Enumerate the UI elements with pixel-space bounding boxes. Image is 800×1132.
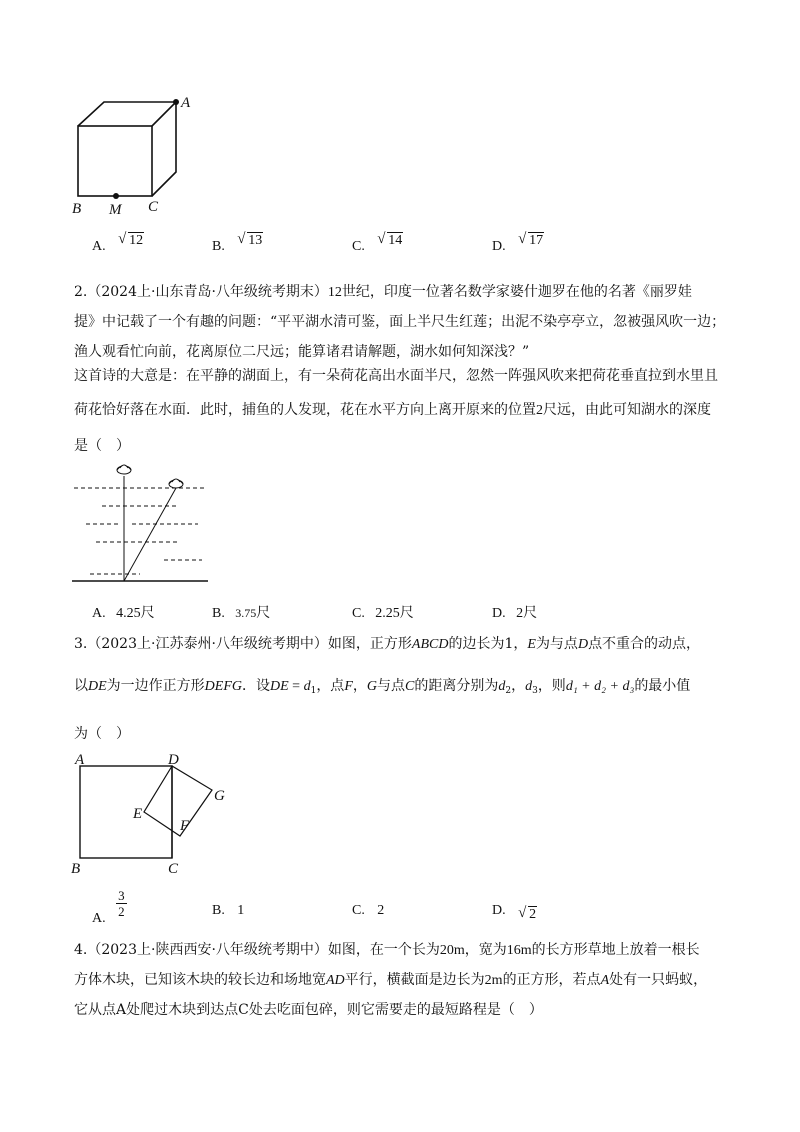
q3-stem-line1: 3.（2023上·江苏泰州·八年级统考期中）如图，正方形ABCD的边长为1，E为与点D点不重合的动点， <box>74 636 701 652</box>
q3-option-a[interactable]: A. $\frac{3}{2}$ <box>92 888 125 926</box>
label-f: F <box>180 818 190 834</box>
lotus-flower-icon <box>117 465 131 474</box>
fraction: $\frac{3}{2}$ <box>118 888 125 919</box>
label-e: E <box>133 806 143 822</box>
q2-option-b[interactable]: B. 3.75尺 <box>212 605 271 621</box>
label-d: D <box>168 752 179 768</box>
q3-option-d[interactable]: D. √ 2 <box>492 903 537 922</box>
q2-stem-line1: 2.（2024上·山东青岛·八年级统考期末）12世纪，印度一位著名数学家婆什迦罗在他的名著《丽罗娃 <box>74 284 692 300</box>
q4-stem-line3: 它从点A处爬过木块到达点C处去吃面包碎，则它需要走的最短路程是（ ） <box>74 1002 543 1018</box>
label-a: A <box>181 95 191 111</box>
square-figure <box>66 752 236 882</box>
q1-option-d[interactable]: D. √ 17 <box>492 231 544 254</box>
label-c: C <box>168 861 179 877</box>
q3-option-c[interactable]: C. 2 <box>352 903 385 918</box>
q3-stem-line2: 以DE为一边作正方形DEFG．设DE = $d_1$，点F，G与点C的距离分别为$d_2$，$d_3$，则d₁ + d₂ + d₃的最小值 <box>74 678 691 696</box>
q1-option-c[interactable]: C. √ 14 <box>352 231 403 254</box>
point-a <box>173 99 179 105</box>
label-c: C <box>148 199 159 215</box>
q2-option-a[interactable]: A. 4.25尺 <box>92 605 155 621</box>
lotus-flower-icon <box>169 479 183 488</box>
label-m: M <box>109 202 122 218</box>
q2-stem-line3: 渔人观看忙向前，花离原位二尺远；能算诸君请解题，湖水如何知深浅？” <box>74 344 530 360</box>
q1-option-a[interactable]: A. √ 12 <box>92 231 144 254</box>
q3-stem-line3: 为（ ） <box>74 726 130 742</box>
q4-stem-line2: 方体木块，已知该木块的较长边和场地宽AD平行，横截面是边长为2m的正方形，若点A处有一只蚂蚁， <box>74 972 708 988</box>
sqrt-icon: √ 2 <box>518 905 537 922</box>
q3-option-b[interactable]: B. 1 <box>212 903 245 918</box>
label-b: B <box>72 201 82 217</box>
q2-stem-line2: 提》中记载了一个有趣的问题：“平平湖水清可鉴，面上半尺生红莲；出泥不染亭亭立，忽被强风吹一边； <box>74 314 726 330</box>
label-b: B <box>71 861 81 877</box>
q1-option-b[interactable]: B. √ 13 <box>212 231 263 254</box>
q2-option-d[interactable]: D. 2尺 <box>492 605 538 621</box>
point-m <box>113 193 119 199</box>
cube-figure <box>60 92 210 222</box>
sqrt-icon: √ 17 <box>518 231 544 248</box>
sqrt-icon: √ 13 <box>237 231 263 248</box>
sqrt-icon: √ 12 <box>118 231 144 248</box>
q4-stem-line1: 4.（2023上·陕西西安·八年级统考期中）如图，在一个长为20m，宽为16m的长方形草地上放着一根长 <box>74 942 700 958</box>
q2-stem-line6: 是（ ） <box>74 438 130 454</box>
label-a: A <box>75 752 85 768</box>
lotus-lake-figure <box>66 460 216 590</box>
q2-stem-line4: 这首诗的大意是：在平静的湖面上，有一朵荷花高出水面半尺，忽然一阵强风吹来把荷花垂直拉到水里且 <box>74 368 718 384</box>
label-g: G <box>214 788 225 804</box>
q2-stem-line5: 荷花恰好落在水面．此时，捕鱼的人发现，花在水平方向上离开原来的位置2尺远，由此可知湖水的深度 <box>74 402 711 418</box>
sqrt-icon: √ 14 <box>377 231 403 248</box>
q2-option-c[interactable]: C. 2.25尺 <box>352 605 414 621</box>
